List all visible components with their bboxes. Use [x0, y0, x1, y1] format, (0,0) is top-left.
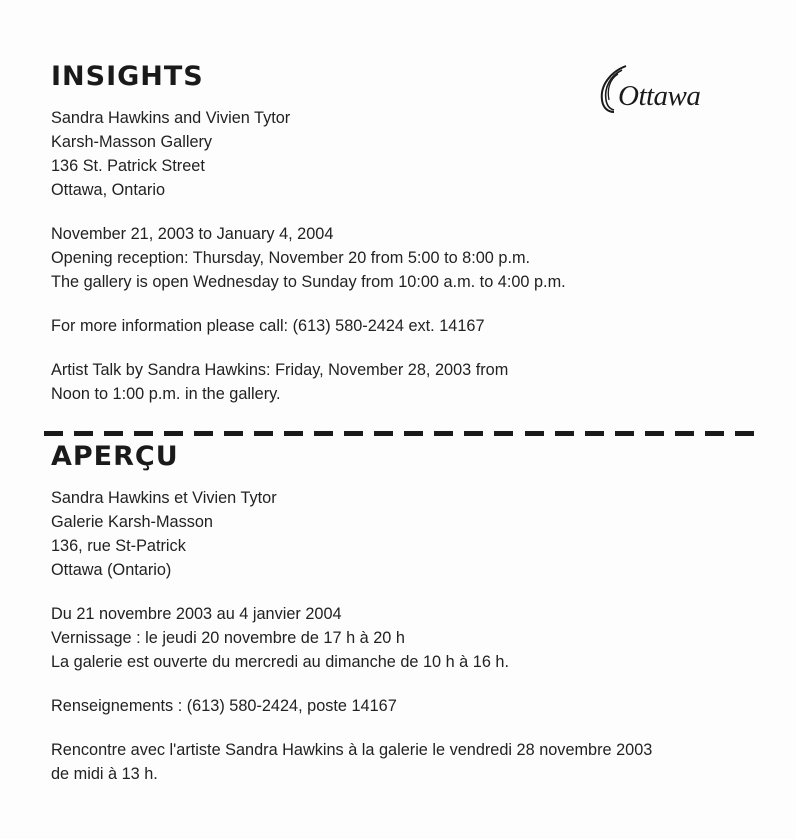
rencontre-line-2: de midi à 13 h. [51, 765, 158, 783]
section-divider [44, 431, 754, 436]
street-line: 136 St. Patrick Street [51, 157, 205, 175]
vernissage: Vernissage : le jeudi 20 novembre de 17 h à 20 h [51, 629, 405, 647]
french-info-block [51, 694, 751, 718]
heures-galerie: La galerie est ouverte du mercredi au dimanche de 10 h à 16 h. [51, 653, 509, 671]
english-talk-block [51, 358, 751, 406]
artists-line: Sandra Hawkins and Vivien Tytor [51, 109, 291, 127]
gallery-hours: The gallery is open Wednesday to Sunday from 10:00 a.m. to 4:00 p.m. [51, 273, 566, 291]
english-dates-block [51, 222, 751, 294]
artist-talk-line-2: Noon to 1:00 p.m. in the gallery. [51, 385, 281, 403]
renseignements-phone: Renseignements : (613) 580-2424, poste 14167 [51, 697, 397, 715]
french-section [51, 440, 751, 806]
english-info-block [51, 314, 751, 338]
ville-line: Ottawa (Ontario) [51, 561, 172, 579]
french-dates-block [51, 602, 751, 674]
opening-reception: Opening reception: Thursday, November 20 from 5:00 to 8:00 p.m. [51, 249, 531, 267]
french-heading: APERÇU [51, 441, 179, 472]
ottawa-logo-wordmark: Ottawa [618, 80, 701, 112]
artistes-line: Sandra Hawkins et Vivien Tytor [51, 489, 277, 507]
rue-line: 136, rue St-Patrick [51, 537, 186, 555]
french-address-block [51, 486, 751, 582]
english-heading: INSIGHTS [51, 61, 204, 92]
english-section [51, 60, 751, 426]
english-address-block [51, 106, 751, 202]
exposition-dates: Du 21 novembre 2003 au 4 janvier 2004 [51, 605, 342, 623]
city-line: Ottawa, Ontario [51, 181, 166, 199]
galerie-line: Galerie Karsh-Masson [51, 513, 213, 531]
french-talk-block [51, 738, 751, 786]
exhibition-dates: November 21, 2003 to January 4, 2004 [51, 225, 334, 243]
rencontre-line-1: Rencontre avec l'artiste Sandra Hawkins à la galerie le vendredi 28 novembre 2003 [51, 741, 653, 759]
gallery-line: Karsh-Masson Gallery [51, 133, 213, 151]
artist-talk-line-1: Artist Talk by Sandra Hawkins: Friday, November 28, 2003 from [51, 361, 509, 379]
info-phone: For more information please call: (613) 580-2424 ext. 14167 [51, 317, 485, 335]
